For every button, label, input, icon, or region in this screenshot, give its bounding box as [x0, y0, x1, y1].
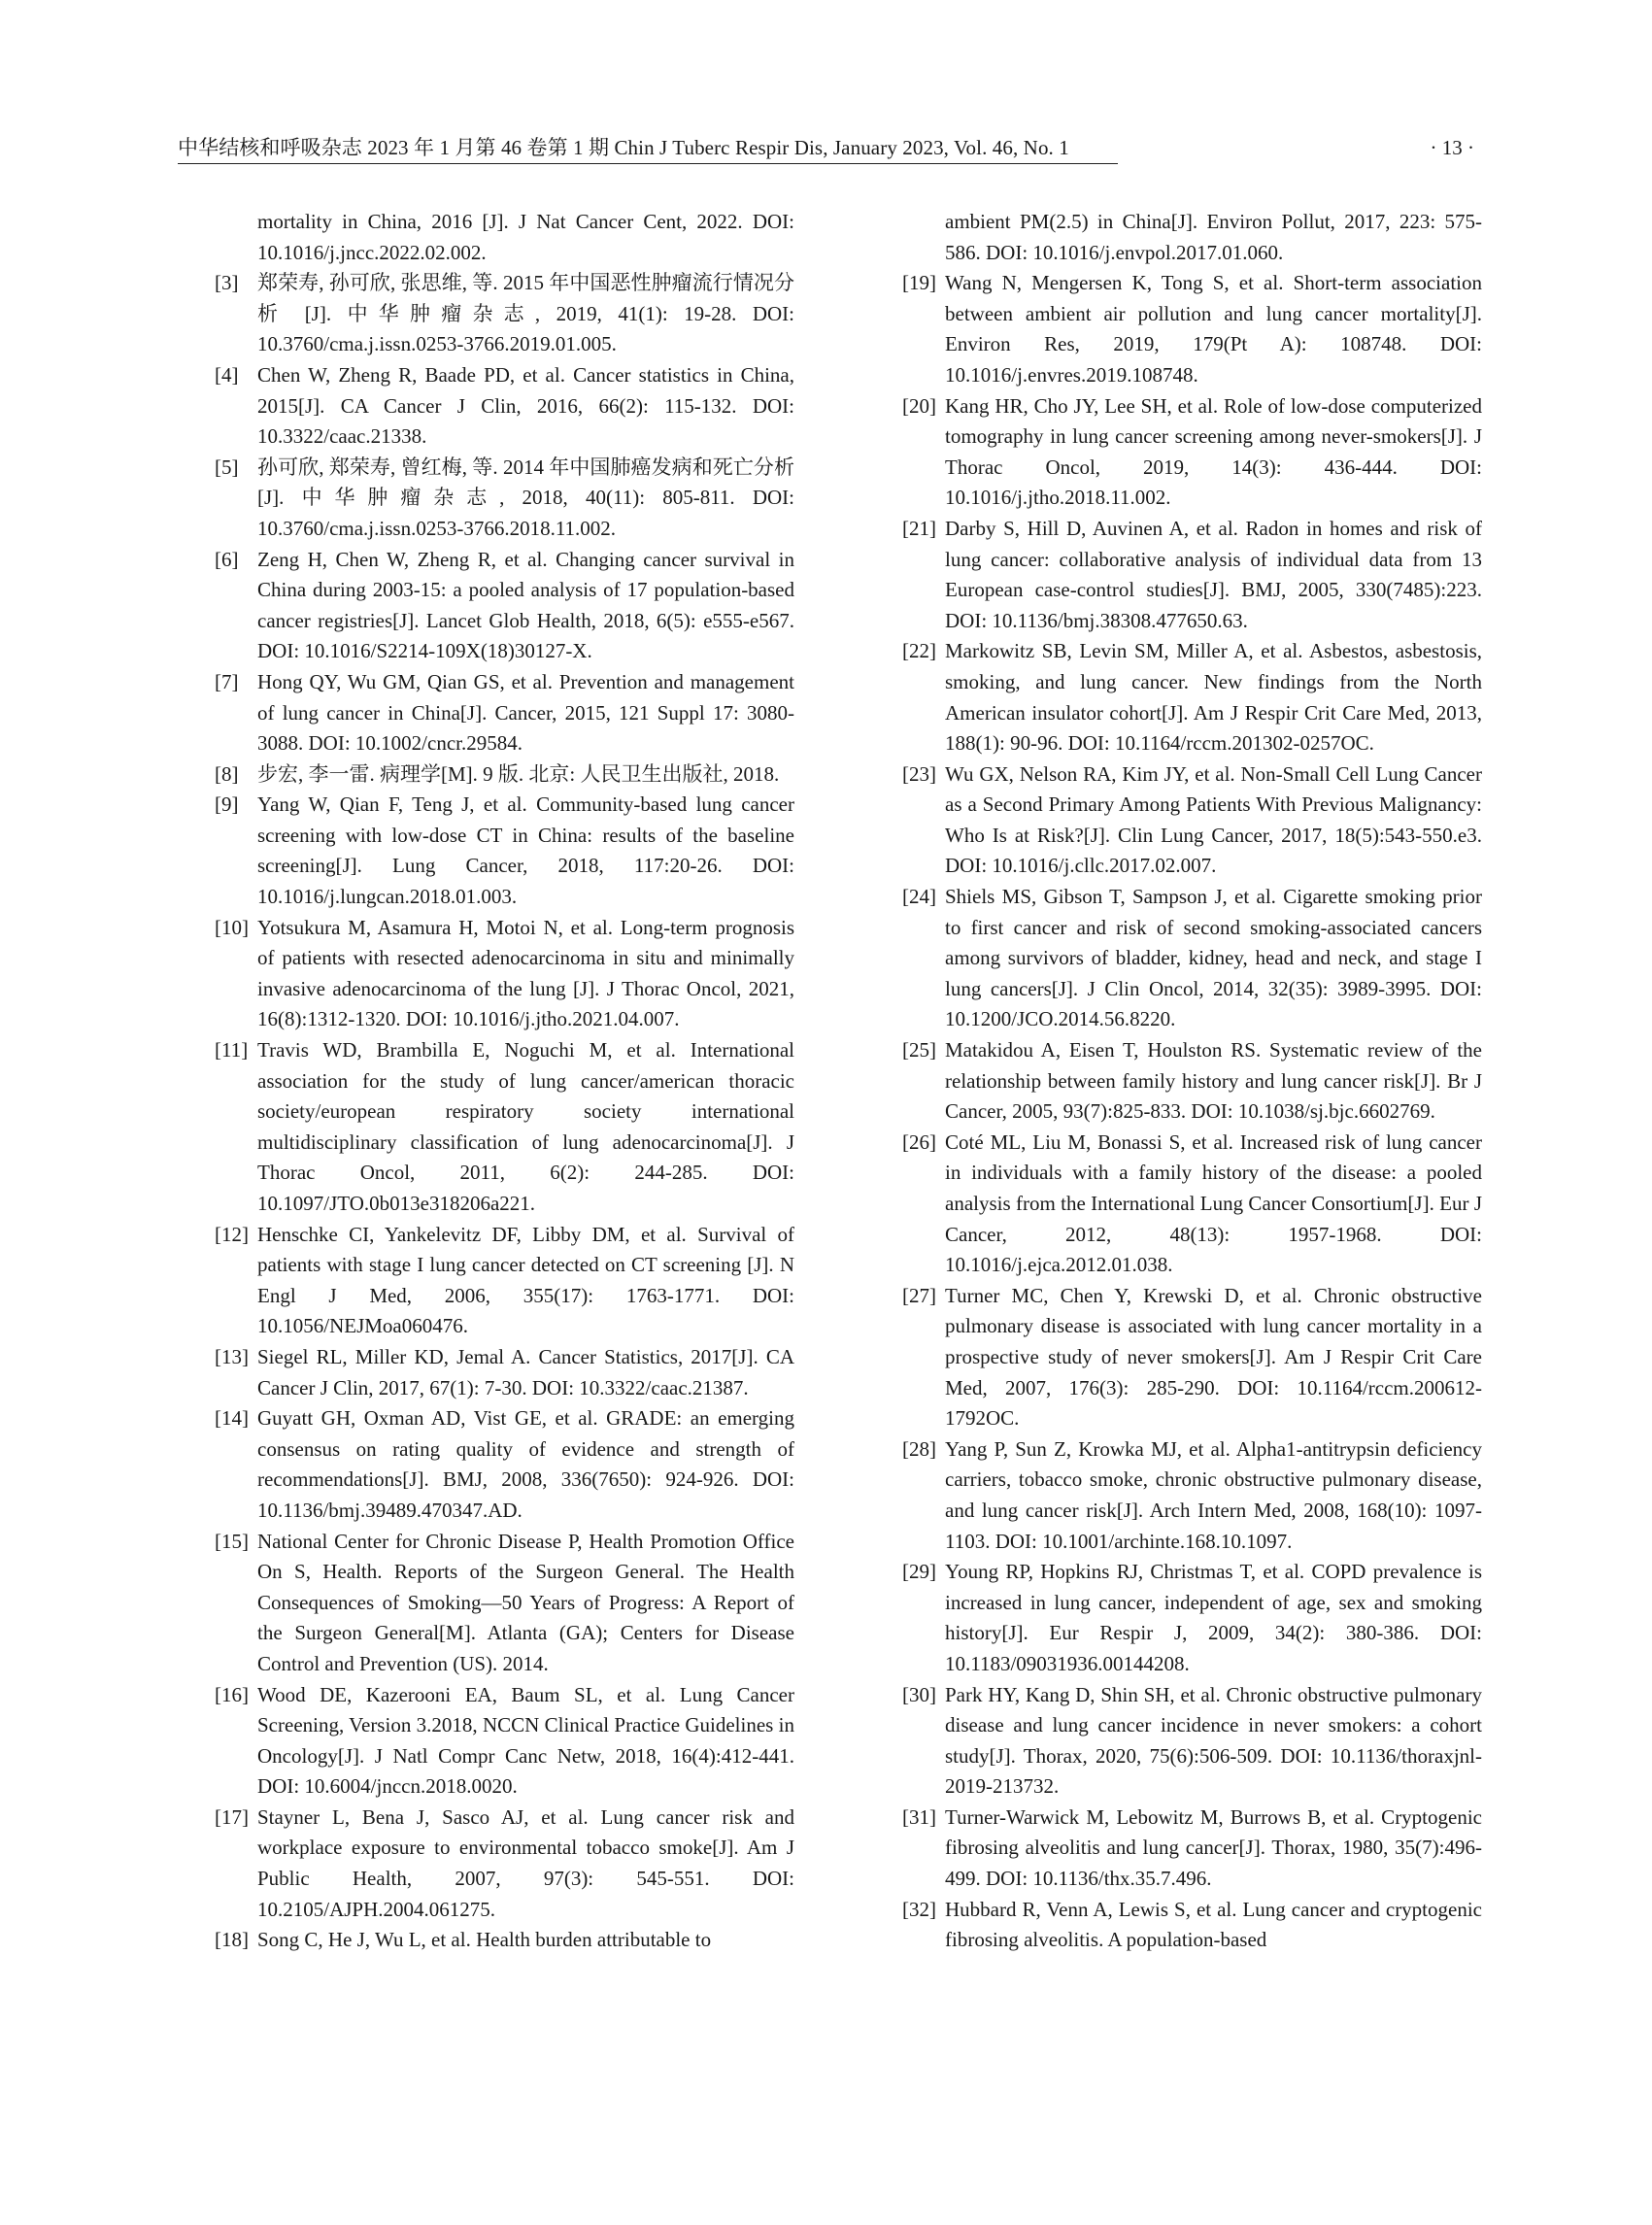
reference-entry — [867, 882, 1482, 1035]
reference-number — [867, 1680, 945, 1711]
reference-text: Travis WD, Brambilla E, Noguchi M, et al. International association for the study of lung cancer/american thoracic society/european respiratory society international multidisciplinary classification of lung adenocarcinoma[J]. J Thorac Oncol, 2011, 6(2): 244-285. DOI: 10.1097/JTO.0b013e318206a221. — [257, 1038, 794, 1215]
reference-number — [867, 268, 945, 299]
reference-number — [180, 790, 257, 821]
reference-number-label: [19] — [902, 271, 936, 295]
reference-text: ambient PM(2.5) in China[J]. Environ Pollut, 2017, 223: 575-586. DOI: 10.1016/j.envpol.2017.01.060. — [945, 210, 1482, 264]
reference-number-label: [17] — [215, 1804, 249, 1829]
reference-number-label: [14] — [215, 1406, 249, 1431]
header-rule — [178, 163, 1118, 164]
reference-text: Hubbard R, Venn A, Lewis S, et al. Lung cancer and cryptogenic fibrosing alveolitis. A population-based — [945, 1897, 1482, 1952]
reference-entry — [180, 1680, 794, 1803]
reference-number — [867, 882, 945, 913]
page-number: · 13 · — [1430, 136, 1474, 159]
reference-text: Guyatt GH, Oxman AD, Vist GE, et al. GRADE: an emerging consensus on rating quality of evidence and strength of recommendations[J]. BMJ, 2008, 336(7650): 924-926. DOI: 10.1136/bmj.39489.470347.AD. — [257, 1406, 794, 1522]
reference-number-label: [30] — [902, 1682, 936, 1706]
reference-number-label: [22] — [902, 639, 936, 663]
reference-number-label: [12] — [215, 1222, 249, 1246]
reference-number — [867, 1434, 945, 1466]
reference-text: Song C, He J, Wu L, et al. Health burden attributable to — [257, 1928, 712, 1952]
reference-number-label: [27] — [902, 1283, 936, 1307]
reference-entry — [867, 391, 1482, 514]
reference-number-label: [4] — [215, 362, 239, 387]
reference-number — [180, 913, 257, 944]
reference-number — [180, 1403, 257, 1434]
reference-number — [867, 636, 945, 667]
reference-entry — [867, 1895, 1482, 1956]
reference-number — [867, 759, 945, 791]
reference-number — [180, 667, 257, 698]
reference-number-label: [25] — [902, 1038, 936, 1062]
reference-entry — [867, 268, 1482, 390]
reference-text: Kang HR, Cho JY, Lee SH, et al. Role of low-dose computerized tomography in lung cancer screening among never-smokers[J]. J Thorac Oncol, 2019, 14(3): 436-444. DOI: 10.1016/j.jtho.2018.11.002. — [945, 393, 1482, 510]
reference-number-label: [20] — [902, 393, 936, 418]
reference-entry — [180, 1803, 794, 1925]
reference-number-label: [29] — [902, 1560, 936, 1584]
reference-entry — [180, 1403, 794, 1526]
reference-number — [180, 1035, 257, 1066]
reference-number — [867, 1035, 945, 1066]
reference-entry — [180, 759, 794, 791]
reference-text: Zeng H, Chen W, Zheng R, et al. Changing cancer survival in China during 2003-15: a pooled analysis of 17 population-based cancer registries[J]. Lancet Glob Health, 2018, 6(5): e555-e567. DOI: 10.1016/S2214-109X(18)30127-X. — [257, 547, 794, 663]
reference-number — [180, 1803, 257, 1834]
reference-text: Chen W, Zheng R, Baade PD, et al. Cancer statistics in China, 2015[J]. CA Cancer J Clin, 2016, 66(2): 115-132. DOI: 10.3322/caac.21338. — [257, 362, 794, 449]
reference-text: 孙可欣, 郑荣寿, 曾红梅, 等. 2014 年中国肺癌发病和死亡分析 [J]. 中华肿瘤杂志, 2018, 40(11): 805-811. DOI: 10.3760/cma.j.issn.0253-3766.2018.11.002. — [257, 455, 794, 540]
reference-text: Shiels MS, Gibson T, Sampson J, et al. Cigarette smoking prior to first cancer and risk of second smoking-associated cancers among survivors of bladder, kidney, head and neck, and stage I lung cancers[J]. J Clin Oncol, 2014, 32(35): 3989-3995. DOI: 10.1200/JCO.2014.56.8220. — [945, 885, 1482, 1031]
reference-entry — [180, 1342, 794, 1403]
reference-entry — [867, 1803, 1482, 1895]
reference-continuation — [867, 207, 1482, 268]
reference-number — [180, 453, 257, 484]
reference-number-label: [32] — [902, 1897, 936, 1921]
reference-text: Coté ML, Liu M, Bonassi S, et al. Increased risk of lung cancer in individuals with a family history of the disease: a pooled analysis from the International Lung Cancer Consortium[J]. Eur J Cancer, 2012, 48(13): 1957-1968. DOI: 10.1016/j.ejca.2012.01.038. — [945, 1129, 1482, 1277]
reference-entry — [867, 1434, 1482, 1557]
running-header — [178, 133, 1474, 168]
reference-number-label: [24] — [902, 885, 936, 909]
reference-entry — [867, 514, 1482, 636]
reference-text: Wu GX, Nelson RA, Kim JY, et al. Non-Small Cell Lung Cancer as a Second Primary Among Patients With Previous Malignancy: Who Is at Risk?[J]. Clin Lung Cancer, 2017, 18(5):543-550.e3. DOI: 10.1016/j.cllc.2017.02.007. — [945, 761, 1482, 878]
reference-text: mortality in China, 2016 [J]. J Nat Cancer Cent, 2022. DOI: 10.1016/j.jncc.2022.02.002. — [257, 210, 794, 264]
reference-entry — [180, 913, 794, 1035]
reference-number-label: [23] — [902, 761, 936, 786]
reference-number-label: [9] — [215, 792, 239, 817]
reference-text: Yang P, Sun Z, Krowka MJ, et al. Alpha1-antitrypsin deficiency carriers, tobacco smoke, chronic obstructive pulmonary disease, and lung cancer risk[J]. Arch Intern Med, 2008, 168(10): 1097-1103. DOI: 10.1001/archinte.168.10.1097. — [945, 1436, 1482, 1553]
reference-text: Markowitz SB, Levin SM, Miller A, et al. Asbestos, asbestosis, smoking, and lung cancer. New findings from the North American insulator cohort[J]. Am J Respir Crit Care Med, 2013, 188(1): 90-96. DOI: 10.1164/rccm.201302-0257OC. — [945, 639, 1482, 756]
reference-number — [180, 1342, 257, 1373]
reference-entry — [180, 453, 794, 545]
reference-number — [180, 545, 257, 576]
reference-text: Wang N, Mengersen K, Tong S, et al. Short-term association between ambient air pollution and lung cancer mortality[J]. Environ Res, 2019, 179(Pt A): 108748. DOI: 10.1016/j.envres.2019.108748. — [945, 271, 1482, 387]
reference-column-left — [180, 207, 794, 1956]
reference-text: Turner-Warwick M, Lebowitz M, Burrows B, et al. Cryptogenic fibrosing alveolitis and lung cancer[J]. Thorax, 1980, 35(7):496-499. DOI: 10.1136/thx.35.7.496. — [945, 1804, 1482, 1891]
reference-number — [180, 1925, 257, 1956]
reference-number — [867, 1557, 945, 1588]
reference-text: Young RP, Hopkins RJ, Christmas T, et al. COPD prevalence is increased in lung cancer, independent of age, sex and smoking history[J]. Eur Respir J, 2009, 34(2): 380-386. DOI: 10.1183/09031936.00144208. — [945, 1560, 1482, 1675]
reference-entry — [867, 636, 1482, 759]
reference-entry — [867, 1035, 1482, 1128]
reference-number-label: [28] — [902, 1436, 936, 1461]
reference-text: Turner MC, Chen Y, Krewski D, et al. Chronic obstructive pulmonary disease is associated with lung cancer mortality in a prospective study of never smokers[J]. Am J Respir Crit Care Med, 2007, 176(3): 285-290. DOI: 10.1164/rccm.200612-1792OC. — [945, 1283, 1482, 1431]
reference-continuation — [180, 207, 794, 268]
reference-number-label: [10] — [215, 915, 249, 939]
reference-number — [867, 1803, 945, 1834]
reference-number-label: [7] — [215, 669, 239, 693]
reference-number-label: [13] — [215, 1344, 249, 1368]
reference-entry — [867, 1128, 1482, 1281]
reference-number-label: [16] — [215, 1682, 249, 1706]
reference-column-right — [867, 207, 1482, 1956]
reference-text: Matakidou A, Eisen T, Houlston RS. Systematic review of the relationship between family history and lung cancer risk[J]. Br J Cancer, 2005, 93(7):825-833. DOI: 10.1038/sj.bjc.6602769. — [945, 1038, 1482, 1124]
reference-entry — [180, 268, 794, 360]
reference-number — [867, 1895, 945, 1926]
reference-entry — [867, 759, 1482, 882]
reference-text: National Center for Chronic Disease P, Health Promotion Office On S, Health. Reports of the Surgeon General. The Health Consequences of Smoking—50 Years of Progress: A Report of the Surgeon General[M]. Atlanta (GA); Centers for Disease Control and Prevention (US). 2014. — [257, 1529, 794, 1675]
reference-text: Yang W, Qian F, Teng J, et al. Community-based lung cancer screening with low-dose CT in China: results of the baseline screening[J]. Lung Cancer, 2018, 117:20-26. DOI: 10.1016/j.lungcan.2018.01.003. — [257, 792, 794, 909]
reference-text: Siegel RL, Miller KD, Jemal A. Cancer Statistics, 2017[J]. CA Cancer J Clin, 2017, 67(1): 7-30. DOI: 10.3322/caac.21387. — [257, 1344, 794, 1399]
reference-number — [180, 1680, 257, 1711]
reference-number-label: [18] — [215, 1928, 249, 1952]
reference-entry — [180, 790, 794, 912]
reference-text: Darby S, Hill D, Auvinen A, et al. Radon in homes and risk of lung cancer: collaborative analysis of individual data from 13 European case-control studies[J]. BMJ, 2005, 330(7485):223. DOI: 10.1136/bmj.38308.477650.63. — [945, 516, 1482, 632]
reference-number-label: [3] — [215, 271, 239, 295]
reference-number-label: [21] — [902, 516, 936, 540]
reference-number — [867, 391, 945, 422]
reference-entry — [180, 545, 794, 667]
reference-entry — [180, 667, 794, 759]
reference-text: Park HY, Kang D, Shin SH, et al. Chronic obstructive pulmonary disease and lung cancer incidence in never smokers: a cohort study[J]. Thorax, 2020, 75(6):506-509. DOI: 10.1136/thoraxjnl-2019-213732. — [945, 1682, 1482, 1799]
reference-number-label: [8] — [215, 761, 239, 786]
reference-number — [180, 360, 257, 391]
reference-number — [180, 759, 257, 791]
reference-entry — [180, 1527, 794, 1680]
reference-text: Henschke CI, Yankelevitz DF, Libby DM, et al. Survival of patients with stage I lung cancer detected on CT screening [J]. N Engl J Med, 2006, 355(17): 1763-1771. DOI: 10.1056/NEJMoa060476. — [257, 1222, 794, 1338]
reference-number-label: [15] — [215, 1529, 249, 1553]
reference-entry — [867, 1281, 1482, 1434]
running-title: 中华结核和呼吸杂志 2023 年 1 月第 46 卷第 1 期 Chin J Tuberc Respir Dis, January 2023, Vol. 46, No. 1 — [178, 136, 1069, 159]
reference-entry — [180, 1220, 794, 1342]
reference-number — [180, 1527, 257, 1558]
reference-number — [867, 1128, 945, 1159]
reference-text: Wood DE, Kazerooni EA, Baum SL, et al. Lung Cancer Screening, Version 3.2018, NCCN Clinical Practice Guidelines in Oncology[J]. J Natl Compr Canc Netw, 2018, 16(4):412-441. DOI: 10.6004/jnccn.2018.0020. — [257, 1682, 794, 1799]
reference-number — [867, 1281, 945, 1312]
reference-entry — [867, 1557, 1482, 1679]
reference-number — [867, 514, 945, 545]
reference-text: Stayner L, Bena J, Sasco AJ, et al. Lung cancer risk and workplace exposure to environmental tobacco smoke[J]. Am J Public Health, 2007, 97(3): 545-551. DOI: 10.2105/AJPH.2004.061275. — [257, 1804, 794, 1921]
reference-text: Hong QY, Wu GM, Qian GS, et al. Prevention and management of lung cancer in China[J]. Cancer, 2015, 121 Suppl 17: 3080-3088. DOI: 10.1002/cncr.29584. — [257, 669, 794, 756]
reference-number — [180, 1220, 257, 1251]
reference-entry — [867, 1680, 1482, 1803]
reference-number-label: [11] — [215, 1038, 249, 1062]
reference-entry — [180, 1035, 794, 1220]
reference-number-label: [26] — [902, 1129, 936, 1154]
reference-text: 郑荣寿, 孙可欣, 张思维, 等. 2015 年中国恶性肿瘤流行情况分析 [J]. 中华肿瘤杂志, 2019, 41(1): 19-28. DOI: 10.3760/cma.j.issn.0253-3766.2019.01.005. — [257, 271, 794, 356]
reference-number-label: [6] — [215, 547, 239, 571]
reference-number-label: [31] — [902, 1804, 936, 1829]
reference-number-label: [5] — [215, 455, 239, 479]
reference-text: Yotsukura M, Asamura H, Motoi N, et al. Long-term prognosis of patients with resected adenocarcinoma in situ and minimally invasive adenocarcinoma of the lung [J]. J Thorac Oncol, 2021, 16(8):1312-1320. DOI: 10.1016/j.jtho.2021.04.007. — [257, 915, 794, 1031]
reference-entry — [180, 1925, 794, 1956]
reference-number — [180, 268, 257, 299]
reference-entry — [180, 360, 794, 453]
reference-text: 步宏, 李一雷. 病理学[M]. 9 版. 北京: 人民卫生出版社, 2018. — [257, 761, 780, 786]
